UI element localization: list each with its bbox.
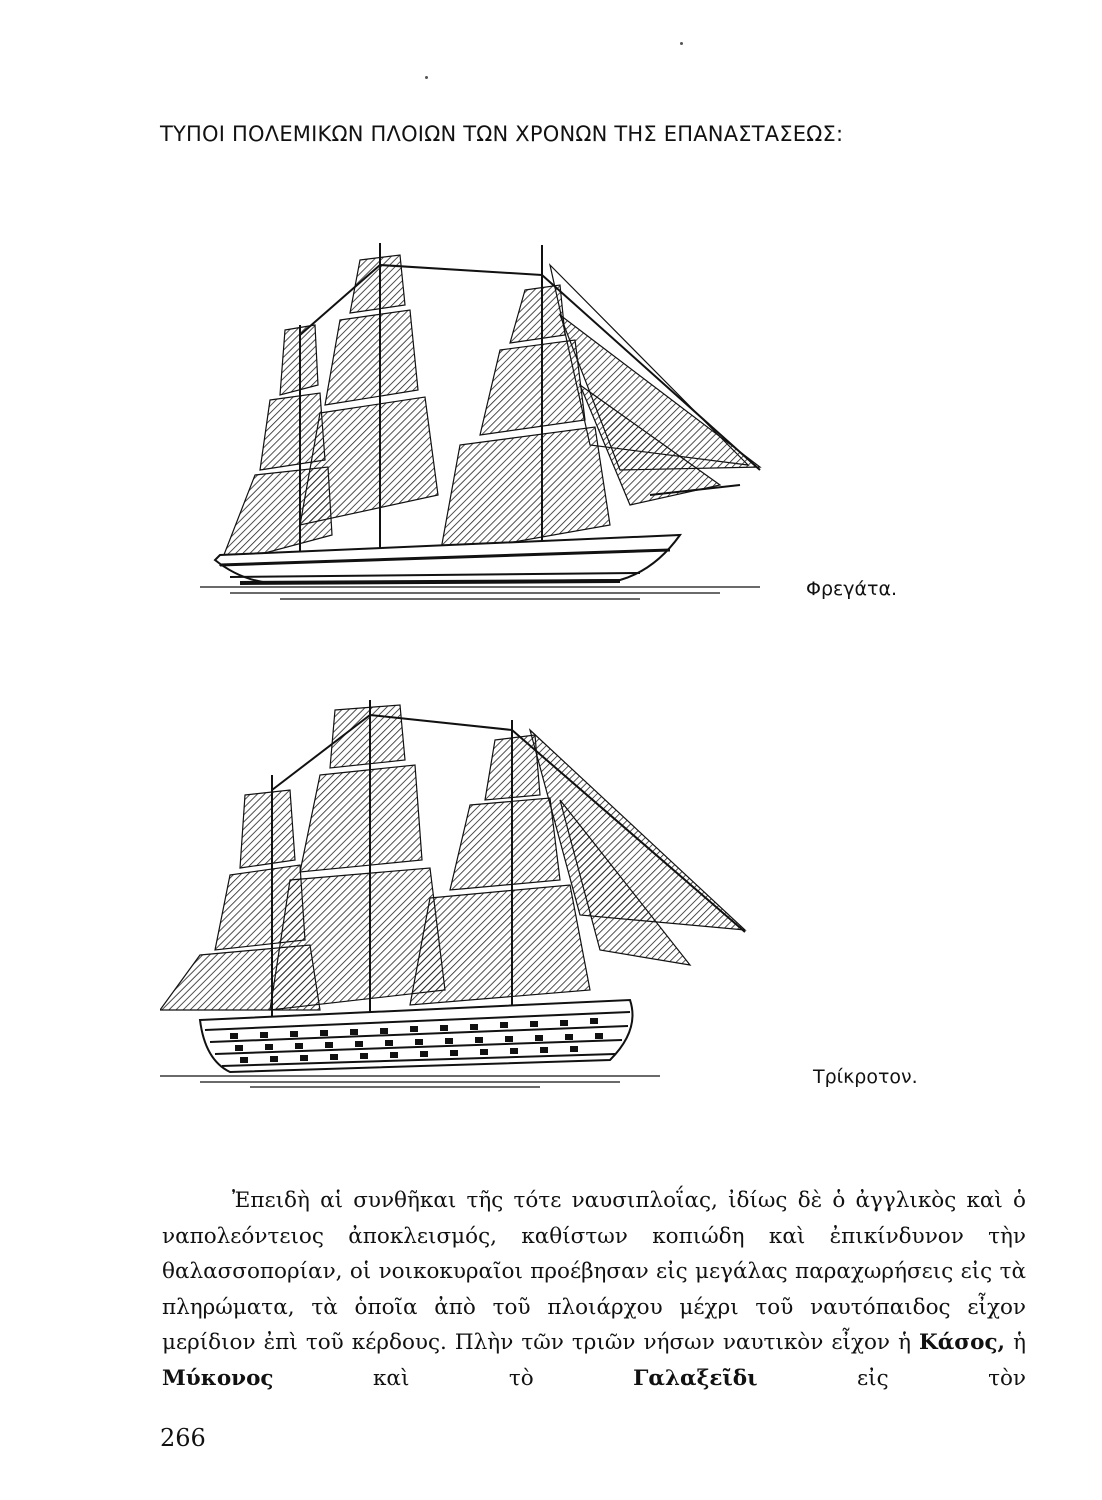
frigate-illustration xyxy=(200,235,770,625)
print-speck xyxy=(680,42,683,45)
body-text-run: καὶ τὸ xyxy=(273,1365,534,1391)
bold-term-kasos: Κάσος, xyxy=(919,1330,1006,1356)
frigate-caption: Φρεγάτα. xyxy=(806,578,898,600)
print-speck xyxy=(425,76,428,79)
body-text-run: ἡ xyxy=(1005,1330,1026,1356)
body-text-run: εἰς τὸν xyxy=(757,1365,1026,1391)
body-text-run: Ἐπειδὴ αἱ συνθῆκαι τῆς τότε ναυσιπλοΐας, ἰδίως δὲ ὁ ἀγγλικὸς καὶ ὁ ναπολεόντειος ἀποκλεισμός, καθίστων κοπιώδη καὶ ἐπικίνδυνον τὴν θαλασσοπορίαν, οἱ νοικοκυραῖοι προέβησαν εἰς μεγάλας παραχωρήσεις εἰς τὰ πληρώματα, τὰ ὁποῖα ἀπὸ τοῦ πλοιάρχου μέχρι τοῦ ναυτόπαιδος εἶχον μερίδιον ἐπὶ τοῦ κέρδους. Πλὴν τῶν τριῶν νήσων ναυτικὸν εἶχον ἡ xyxy=(162,1188,1026,1356)
three-decker-illustration xyxy=(160,700,760,1090)
bold-term-galaxeidi: Γαλαξεῖδι xyxy=(633,1365,758,1391)
page-number: 266 xyxy=(160,1424,206,1452)
page-heading: ΤΥΠΟΙ ΠΟΛΕΜΙΚΩΝ ΠΛΟΙΩΝ ΤΩΝ ΧΡΟΝΩΝ ΤΗΣ ΕΠΑΝΑΣΤΑΣΕΩΣ: xyxy=(160,122,844,146)
bold-term-mykonos: Μύκονος xyxy=(162,1365,274,1391)
body-paragraph xyxy=(162,1183,1026,1397)
three-decker-caption: Τρίκροτον. xyxy=(813,1066,918,1088)
